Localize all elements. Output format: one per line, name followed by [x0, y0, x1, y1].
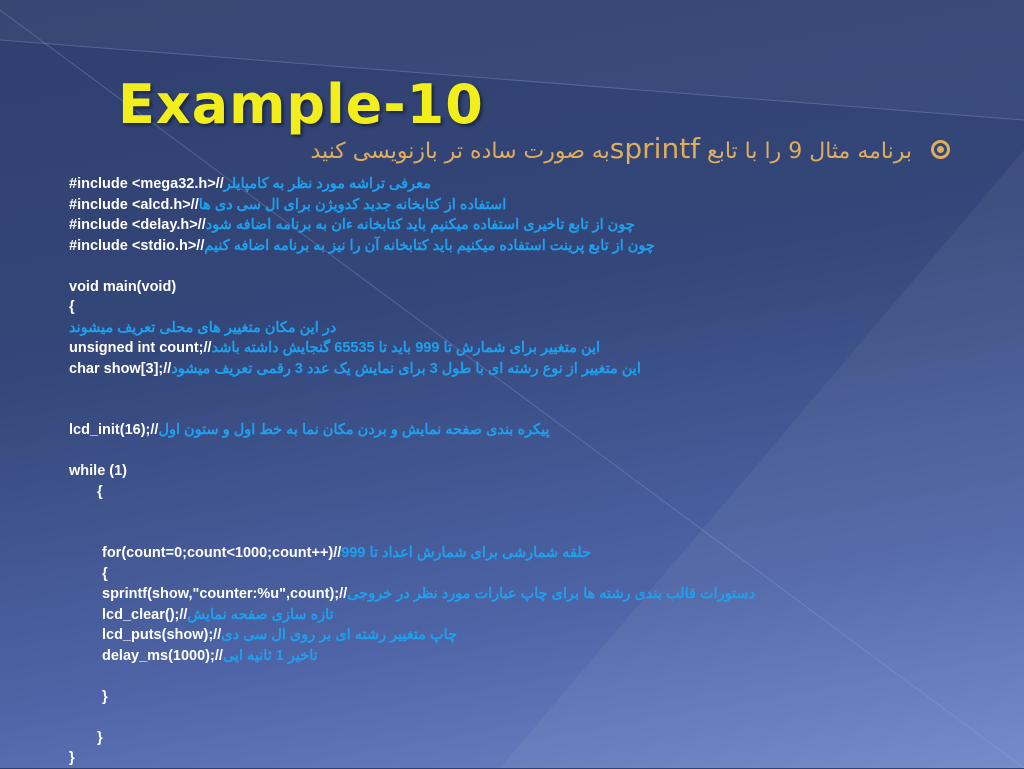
- code-line: [69, 174, 969, 195]
- code-comment: پیکره بندی صفحه نمایش و بردن مکان نما به خط اول و ستون اول: [158, 422, 550, 438]
- code-text: {: [102, 565, 108, 582]
- code-line: [69, 195, 969, 216]
- code-text: #include <mega32.h>//: [69, 176, 224, 192]
- code-line: [69, 236, 969, 257]
- code-text: while (1): [69, 463, 128, 479]
- code-comment: تاخیر 1 ثانیه ایی: [222, 647, 318, 664]
- subtitle-suffix: به صورت ساده تر بازنویسی کنید: [310, 139, 610, 164]
- code-text: }: [69, 750, 75, 766]
- code-line: [69, 584, 969, 605]
- code-line: [69, 338, 969, 359]
- bullet-icon: [931, 140, 950, 159]
- code-line: [69, 687, 969, 708]
- code-line: [69, 605, 969, 626]
- code-line: [69, 318, 969, 339]
- code-comment: چون از تابع پرینت استفاده میکنیم باید کتابخانه آن را نیز به برنامه اضافه کنیم: [204, 237, 655, 254]
- code-text: lcd_clear();//: [102, 606, 188, 623]
- code-comment: چون از تابع تاخیری استفاده میکنیم باید کتابخانه ءان به برنامه اضافه شود: [205, 217, 635, 233]
- code-comment: دستورات قالب بندی رشته ها برای چاپ عبارات مورد نظر در خروجی: [347, 586, 756, 602]
- slide-subtitle: [310, 132, 912, 165]
- code-text: #include <delay.h>//: [69, 217, 206, 233]
- subtitle-prefix: برنامه مثال 9 را با تابع: [700, 139, 912, 164]
- code-line: [69, 461, 969, 482]
- code-text: lcd_init(16);//: [69, 422, 159, 438]
- code-text: }: [102, 688, 108, 705]
- code-comment: در این مکان متغییر های محلی تعریف میشوند: [69, 319, 337, 336]
- code-comment: چاپ متغییر رشته ای بر روی ال سی دی: [221, 627, 458, 643]
- code-text: void main(void): [69, 278, 177, 295]
- code-comment: استفاده از کتابخانه جدید کدویژن برای ال سی دی ها: [198, 196, 507, 213]
- code-text: }: [97, 729, 103, 746]
- code-text: sprintf(show,"counter:%u",count);//: [102, 586, 348, 602]
- code-text: #include <stdio.h>//: [69, 237, 205, 254]
- blank-line: [69, 379, 969, 420]
- code-comment: این متغییر برای شمارش تا 999 باید تا 65535 گنجایش داشته باشد: [211, 340, 601, 356]
- code-text: {: [97, 483, 103, 500]
- code-block: [69, 174, 969, 769]
- code-comment: این متغییر از نوع رشته ای با طول 3 برای نمایش یک عدد 3 رقمی تعریف میشود: [171, 360, 641, 377]
- code-comment: حلقه شمارشی برای شمارش اعداد تا 999: [341, 545, 592, 561]
- code-text: for(count=0;count<1000;count++)//: [102, 545, 342, 561]
- subtitle-function-name: sprintf: [609, 132, 701, 165]
- code-line: [69, 482, 969, 503]
- code-line: [69, 359, 969, 380]
- blank-line: [69, 666, 969, 687]
- code-text: unsigned int count;//: [69, 340, 212, 356]
- code-comment: معرفی تراشه مورد نظر به کامپایلر: [223, 176, 431, 192]
- blank-line: [69, 441, 969, 462]
- code-text: delay_ms(1000);//: [102, 647, 223, 664]
- code-line: [69, 215, 969, 236]
- code-text: {: [69, 299, 75, 315]
- code-text: #include <alcd.h>//: [69, 196, 199, 213]
- blank-line: [69, 256, 969, 277]
- code-line: [69, 748, 969, 769]
- code-text: lcd_puts(show);//: [102, 627, 222, 643]
- blank-line: [69, 707, 969, 728]
- code-text: char show[3];//: [69, 360, 172, 377]
- code-line: [69, 277, 969, 298]
- code-comment: تازه سازی صفحه نمایش: [187, 606, 334, 623]
- code-line: [69, 543, 969, 564]
- code-line: [69, 420, 969, 441]
- code-line: [69, 297, 969, 318]
- slide-title: Example-10: [118, 73, 484, 136]
- code-line: [69, 625, 969, 646]
- code-line: [69, 564, 969, 585]
- code-line: [69, 646, 969, 667]
- code-line: [69, 728, 969, 749]
- blank-line: [69, 502, 969, 543]
